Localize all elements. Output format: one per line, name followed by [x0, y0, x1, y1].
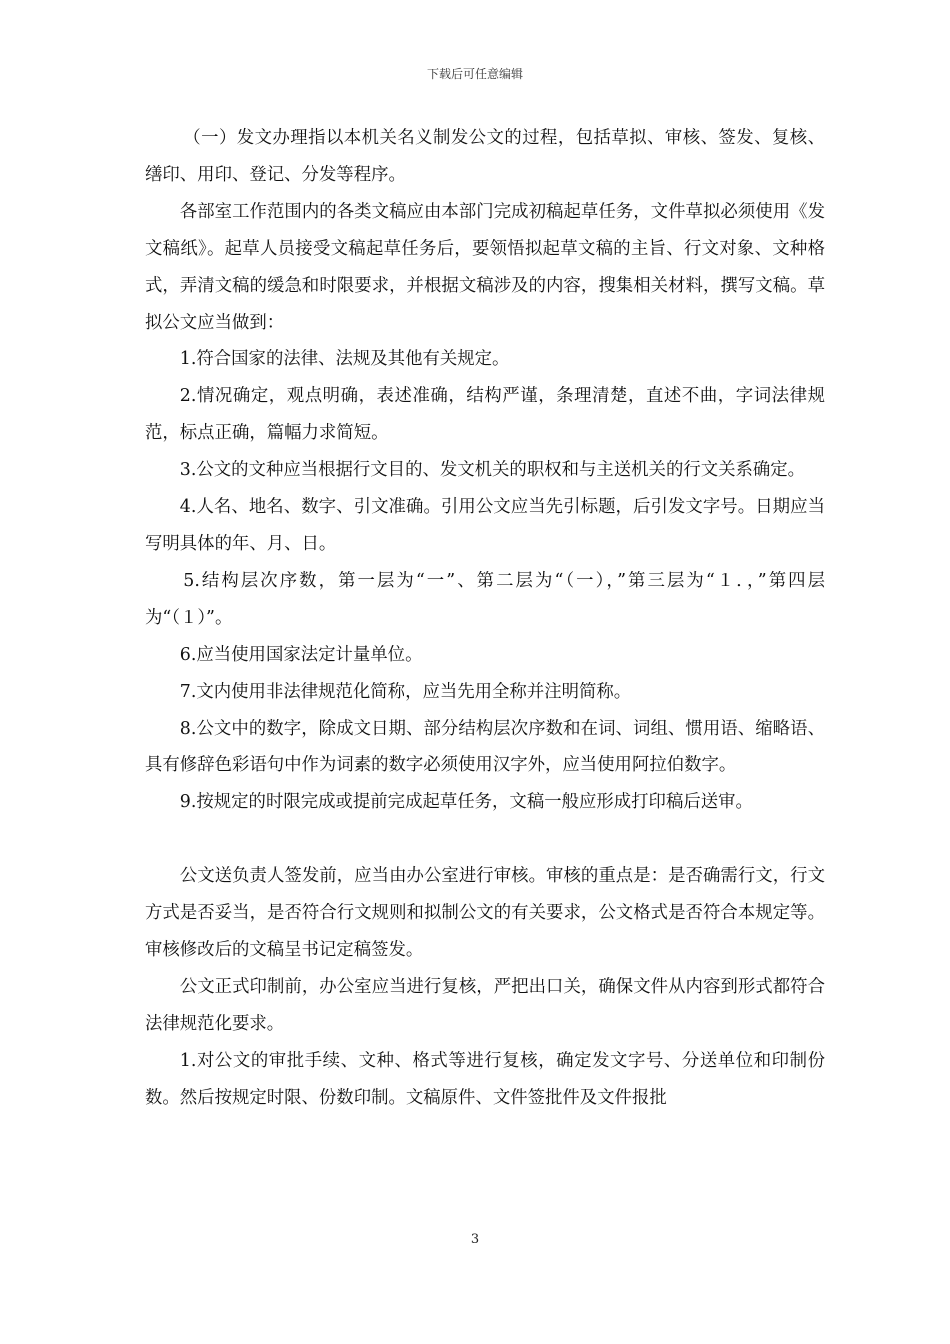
list-item: 1.对公文的审批手续、文种、格式等进行复核，确定发文字号、分送单位和印制份数。然后按规定时限、份数印制。文稿原件、文件签批件及文件报批	[145, 1050, 825, 1108]
paragraph-dispatch-definition: （一）发文办理指以本机关名义制发公文的过程，包括草拟、审核、签发、复核、缮印、用印、登记、分发等程序。	[145, 128, 825, 185]
paragraph-drafting-requirements: 各部室工作范围内的各类文稿应由本部门完成初稿起草任务，文件草拟必须使用《发文稿纸》。起草人员接受文稿起草任务后，要领悟拟起草文稿的主旨、行文对象、文种格式，弄清文稿的缓急和时限要求，并根据文稿涉及的内容，搜集相关材料，撰写文稿。草拟公文应当做到：	[145, 201, 825, 333]
page-header: 下载后可任意编辑	[426, 67, 523, 81]
section-gap	[145, 821, 825, 858]
list-item: 7.文内使用非法律规范化简称，应当先用全称并注明简称。	[179, 681, 632, 702]
list-item: 8.公文中的数字，除成文日期、部分结构层次序数和在词、词组、惯用语、缩略语、具有修辞色彩语句中作为词素的数字必须使用汉字外，应当使用阿拉伯数字。	[145, 718, 825, 776]
paragraph-recheck: 公文正式印制前，办公室应当进行复核，严把出口关，确保文件从内容到形式都符合法律规范化要求。	[145, 976, 825, 1034]
document-body	[145, 120, 825, 1117]
list-item: 3.公文的文种应当根据行文目的、发文机关的职权和与主送机关的行文关系确定。	[179, 460, 806, 481]
list-item: 1.符合国家的法律、法规及其他有关规定。	[179, 349, 510, 370]
list-item: 9.按规定的时限完成或提前完成起草任务，文稿一般应形成打印稿后送审。	[179, 792, 753, 813]
page-number: 3	[470, 1232, 480, 1247]
paragraph-review: 公文送负责人签发前，应当由办公室进行审核。审核的重点是：是否确需行文，行文方式是否妥当，是否符合行文规则和拟制公文的有关要求，公文格式是否符合本规定等。审核修改后的文稿呈书记定稿签发。	[145, 866, 825, 961]
list-item: 5.结构层次序数，第一层为“一”、第二层为“（一），”第三层为“１．，”第四层为“（１）”。	[145, 570, 825, 628]
list-item: 6.应当使用国家法定计量单位。	[179, 644, 423, 665]
list-item: 4.人名、地名、数字、引文准确。引用公文应当先引标题，后引发文字号。日期应当写明具体的年、月、日。	[145, 497, 825, 554]
list-item: 2.情况确定，观点明确，表述准确，结构严谨，条理清楚，直述不曲，字词法律规范，标点正确，篇幅力求简短。	[145, 386, 825, 444]
